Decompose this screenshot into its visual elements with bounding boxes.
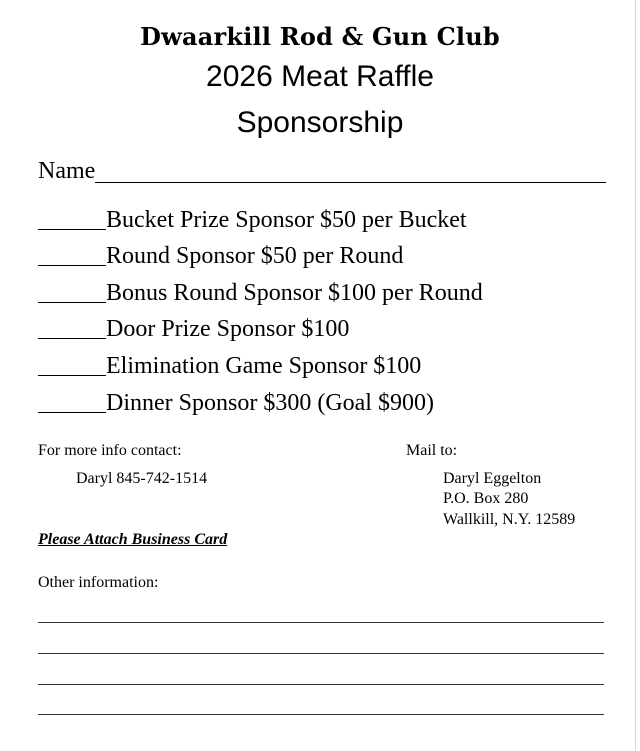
sponsor-option-round [38,235,598,272]
club-name: Dwaarkill Rod & Gun Club [140,22,500,51]
sponsor-option-label: Round Sponsor $50 per Round [106,243,404,270]
sponsor-option-label: Bucket Prize Sponsor $50 per Bucket [106,206,467,233]
attach-business-card-note: Please Attach Business Card [38,531,228,548]
other-info-line[interactable] [38,684,604,685]
sponsor-option-dinner [38,381,598,418]
sponsor-checkbox-line[interactable] [38,312,106,339]
contact-label: For more info contact: [38,442,182,459]
other-info-line[interactable] [38,653,604,654]
sponsor-option-label: Bonus Round Sponsor $100 per Round [106,279,483,306]
sponsor-checkbox-line[interactable] [38,203,106,230]
sponsor-checkbox-line[interactable] [38,276,106,303]
sponsor-option-door-prize [38,308,598,345]
name-field-row [38,155,606,185]
sponsor-option-elimination-game [38,344,598,381]
mail-address-line: Wallkill, N.Y. 12589 [443,511,576,528]
mail-address-line: P.O. Box 280 [443,490,529,507]
sponsor-checkbox-line[interactable] [38,239,106,266]
event-subtitle: Sponsorship [236,106,404,139]
mail-address-line: Daryl Eggelton [443,470,542,487]
sponsorship-options [38,198,598,418]
sponsor-checkbox-line[interactable] [38,386,106,413]
other-info-line[interactable] [38,622,604,623]
event-title: 2026 Meat Raffle [206,60,434,93]
mail-label: Mail to: [406,442,458,459]
sponsor-option-label: Dinner Sponsor $300 (Goal $900) [106,389,434,416]
sponsor-option-bucket-prize [38,198,598,235]
name-input-line[interactable] [95,158,606,183]
sponsor-option-bonus-round [38,271,598,308]
sponsor-option-label: Elimination Game Sponsor $100 [106,352,422,379]
other-information-label: Other information: [38,574,159,591]
other-info-line[interactable] [38,714,604,715]
contact-phone: Daryl 845-742-1514 [76,470,208,487]
name-label: Name [38,158,96,184]
sponsor-checkbox-line[interactable] [38,349,106,376]
sponsor-option-label: Door Prize Sponsor $100 [106,316,350,343]
